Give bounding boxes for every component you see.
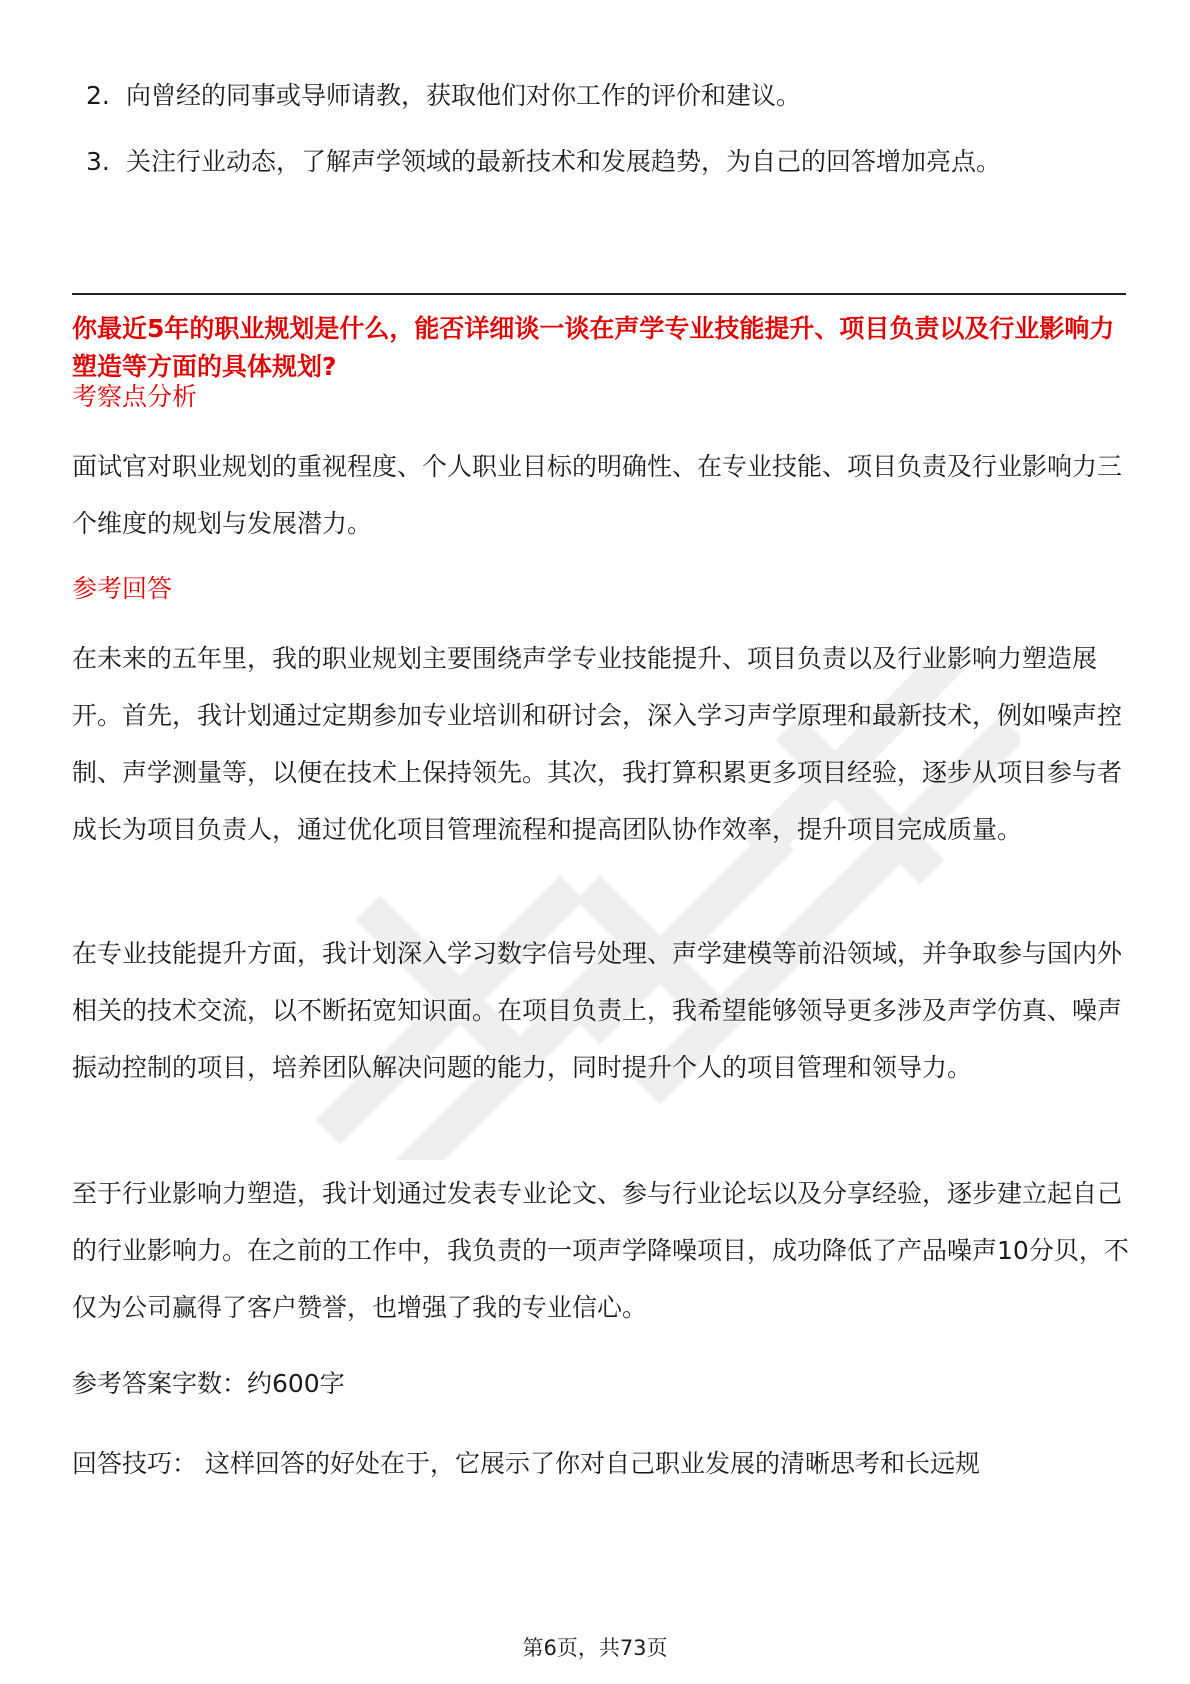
list-item [86,68,1116,124]
tips-list [86,68,1116,200]
reference-paragraph-1: 在未来的五年里，我的职业规划主要围绕声学专业技能提升、项目负责以及行业影响力塑造展开。首先，我计划通过定期参加专业培训和研讨会，深入学习声学原理和最新技术，例如噪声控制、声学测量等，以便在技术上保持领先。其次，我打算积累更多项目经验，逐步从项目参与者成长为项目负责人，通过优化项目管理流程和提高团队协作效率，提升项目完成质量。 [72,644,1123,844]
list-item [86,134,1116,190]
section-divider [72,293,1126,295]
word-count: 参考答案字数：约600字 [72,1369,345,1398]
reference-heading: 参考回答 [72,574,173,603]
list-item-number: 3. [86,147,110,176]
reference-paragraph-2: 在专业技能提升方面，我计划深入学习数字信号处理、声学建模等前沿领域，并争取参与国内外相关的技术交流，以不断拓宽知识面。在项目负责上，我希望能够领导更多涉及声学仿真、噪声振动控制的项目，培养团队解决问题的能力，同时提升个人的项目管理和领导力。 [72,939,1123,1082]
reference-paragraph-3: 至于行业影响力塑造，我计划通过发表专业论文、参与行业论坛以及分享经验，逐步建立起自己的行业影响力。在之前的工作中，我负责的一项声学降噪项目，成功降低了产品噪声10分贝，不仅为公司赢得了客户赞誉，也增强了我的专业信心。 [72,1179,1129,1322]
interview-question: 你最近5年的职业规划是什么，能否详细谈一谈在声学专业技能提升、项目负责以及行业影响力塑造等方面的具体规划? [72,314,1115,381]
analysis-heading: 考察点分析 [72,382,198,411]
analysis-text: 面试官对职业规划的重视程度、个人职业目标的明确性、在专业技能、项目负责及行业影响力三个维度的规划与发展潜力。 [72,452,1123,538]
list-item-text: 向曾经的同事或导师请教，获取他们对你工作的评价和建议。 [126,81,802,110]
list-item-text: 关注行业动态，了解声学领域的最新技术和发展趋势，为自己的回答增加亮点。 [126,147,1002,176]
answer-tips: 回答技巧： 这样回答的好处在于，它展示了你对自己职业发展的清晰思考和长远规 [72,1449,980,1478]
page-footer: 第6页，共73页 [522,1636,668,1660]
list-item-number: 2. [86,81,110,110]
